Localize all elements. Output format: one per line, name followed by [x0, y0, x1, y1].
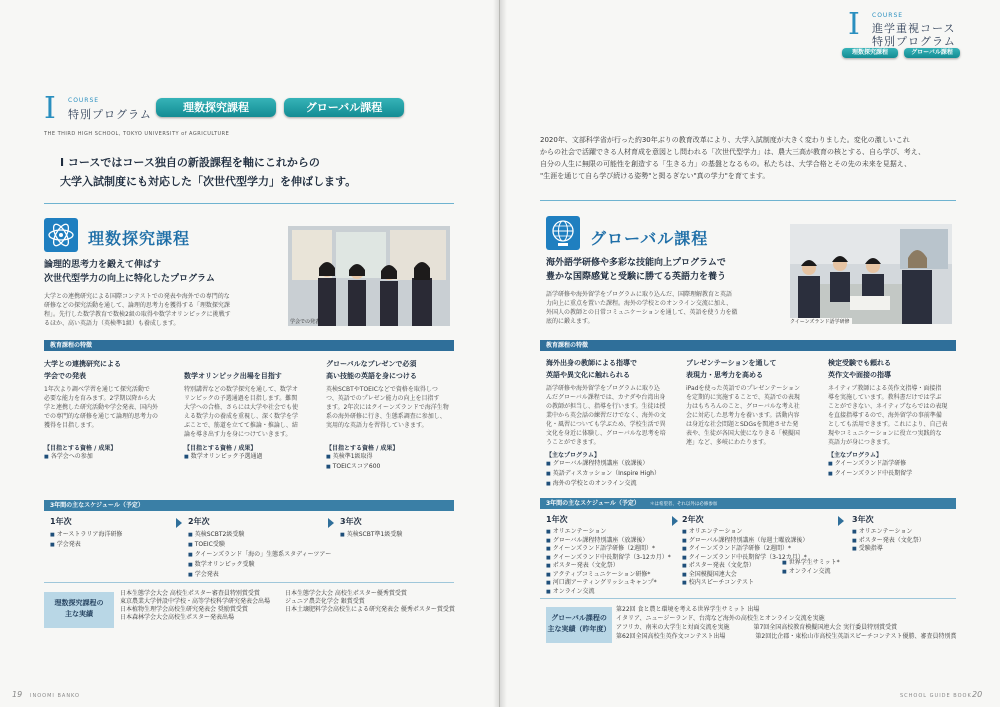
arrow-icon [328, 518, 334, 528]
section-subtitle [44, 258, 215, 286]
feature-body [546, 384, 678, 447]
body-line: 語学研修や海外留学をプログラムに取り込 [546, 385, 660, 392]
body-line: 語学研修や海外留学をプログラムに取り込んだ、国際理解教育と英語 [546, 291, 732, 298]
feature-heading: 海外出身の教師による指導で [546, 359, 637, 367]
feature-heading: 表現力・思考力を高める [686, 371, 763, 379]
body-line: つ、英語でのプレゼン能力の向上を目指す [326, 395, 440, 402]
programs-label: 【主なプログラム】 [546, 452, 600, 459]
results-label: 【目指とする資格 / 成果】 [44, 445, 117, 452]
arrow-icon [672, 516, 678, 526]
achievements-list [120, 590, 290, 622]
schedule-item: ■ 学会発表 [188, 570, 333, 580]
schedule-item: ■ ポスター発表（文化祭） [546, 562, 678, 571]
body-line: 1年次より調べ学習を通じて探究活動で [44, 386, 150, 393]
schedule-note: ＊は希望者、それ以外は必修参加 [649, 502, 718, 507]
schedule-item: ■ オリエンテーション [852, 528, 960, 537]
divider [540, 598, 956, 599]
achievement-item: イタリア、ニュージーランド、台湾など海外の高校生とオンライン交流を実施 [616, 615, 825, 622]
programs-list [828, 459, 960, 479]
arrow-icon [176, 518, 182, 528]
intro-text [540, 134, 970, 182]
body-line: 学と連携した研究活動や学会発表、国内外 [44, 404, 159, 411]
body-line: ぶことで、筋道を立てて推論・推論し、結 [184, 422, 298, 429]
body-line: 英検SCBTやTOEICなどで資格を取得しつ [326, 386, 438, 393]
schedule-year2 [188, 516, 333, 580]
schedule-item: ■ クイーンズランド中長期留学（3-12カ月）* [682, 554, 822, 563]
feature-heading: 学会での発表 [44, 372, 86, 380]
body-line: 力はもちろんのこと、グローバルな考え社 [686, 403, 800, 410]
course-label: COURSE [872, 12, 904, 19]
body-line: リンピックの予選通過を目指します。難関 [184, 395, 298, 402]
feature-body [184, 385, 314, 439]
program-item: ■ グローバル課程特別講座（放課後） [546, 459, 678, 469]
footer-text: SCHOOL GUIDE BOOK [900, 693, 972, 699]
schedule-item: ■ クイーンズランド語学研修（2週間）* [546, 545, 678, 554]
feature-heading: 英作文や面接の指導 [828, 371, 891, 379]
schedule-bar-title: 3年間の主なスケジュール（予定） [546, 500, 640, 507]
body-line: 表や、生徒が各国大使になりきる「模擬国 [686, 430, 800, 437]
body-line: を直接指導するので、海外留学の事前準備 [828, 412, 942, 419]
body-line: は身近な社会問題とSDGsを関連させた発 [686, 421, 799, 428]
results-list [44, 452, 174, 462]
feature-heading: 検定受験でも頼れる [828, 359, 891, 367]
body-line: 実用的な英語力を習得していきます。 [326, 422, 428, 429]
subtitle-line: 豊かな国際感覚と受験に勝てる英語力を養う [546, 272, 727, 282]
body-line: 外国人の教師との日常コミュニケーションを通して、英語を使う力を徹 [546, 309, 738, 316]
body-line: 研修などの探究活動を通して、論理的思考力を獲得する「理数探究課 [44, 302, 230, 309]
schedule-item: ■ クイーンズランド「海の」生態系スタディーツアー [188, 550, 333, 560]
achievement-item: ジュニア農芸化学会 銀賞受賞 [285, 598, 365, 605]
globe-icon [546, 216, 580, 250]
year-label: 3年次 [340, 517, 362, 526]
schedule-bar: 3年間の主なスケジュール（予定） [44, 500, 454, 511]
results-item: ■ TOEICスコア600 [326, 462, 456, 472]
feature-heading: プレゼンテーションを通して [686, 359, 777, 367]
course-title: 進学重視コース [872, 22, 956, 35]
schedule-item: ■ オンライン交流 [782, 568, 862, 577]
results-label: 【目指とする資格 / 成果】 [184, 445, 257, 452]
results-item: ■ 各学会への参加 [44, 452, 174, 462]
schedule-item: ■ アクティブコミュニケーション研修* [546, 571, 678, 580]
body-line: 業中から英会話の練習だけでなく、海外の文 [546, 412, 666, 419]
feature-heading: 高い技能の英語を身につける [326, 372, 417, 380]
features-bar: 教育課程の特徴 [44, 340, 454, 351]
training-photo [790, 224, 952, 324]
pill-global: グローバル課程 [904, 48, 960, 58]
body-line: ことができない、ネイティブならではの表現 [828, 403, 948, 410]
feature-heading: 数学オリンピック出場を目指す [184, 372, 282, 380]
schedule-item: ■ クイーンズランド中長期留学（3-12カ月）* [546, 554, 678, 563]
course-initial: I [848, 7, 860, 42]
schedule-item: ■ 河口湖アーティングリッシュキャンプ* [546, 579, 678, 588]
pill-global: グローバル課程 [284, 98, 404, 117]
ach-label-line: グローバル課程の [551, 614, 607, 622]
program-item: ■ 海外の学校とのオンライン交流 [546, 479, 678, 489]
course-title: 特別プログラム [68, 108, 152, 121]
schedule-year3 [852, 514, 960, 554]
pill-science: 理数探究課程 [842, 48, 898, 58]
feature-writing [828, 357, 960, 479]
year-label: 1年次 [50, 517, 72, 526]
body-line: 論を導き出す力を身につけていきます。 [184, 431, 292, 438]
schedule-item: ■ 数学オリンピック受験 [188, 560, 333, 570]
feature-english [326, 358, 456, 472]
feature-native-teachers [546, 357, 678, 489]
section-title: グローバル課程 [590, 229, 709, 248]
ach-label-line: 理数探究課程の [54, 599, 104, 607]
body-line: 文化を身近に体験し、グローバルな思考を培 [546, 430, 666, 437]
achievements-list [285, 590, 465, 614]
body-line: 現やコミュニケーションに役立つ実践的な [828, 430, 942, 437]
body-line: 化・風習についても学ぶため、学校生活で異 [546, 421, 666, 428]
subtitle-line: 次世代型学力の向上に特化したプログラム [44, 274, 215, 284]
schedule-list [340, 530, 455, 540]
intro-line: 自分の人生に無限の可能性を創造する「生きる力」の基盤となるもの。私たちは、大学合格とその先の未来を見据え、 [540, 160, 912, 168]
body-line: 力向上に重点を置いた課程。海外の学校とのオンライン交流に加え、 [546, 300, 733, 307]
body-line: 底的に鍛えます。 [546, 318, 594, 325]
achievements-list [616, 605, 961, 641]
arrow-icon [838, 516, 844, 526]
results-label: 【目指とする資格 / 成果】 [326, 445, 399, 452]
feature-body [326, 385, 456, 430]
school-name: THE THIRD HIGH SCHOOL, TOKYO UNIVERSITY of AGRICULTURE [44, 131, 230, 137]
feature-presentation [686, 357, 818, 447]
schedule-item: ■ グローバル課程特別講座（放課後） [546, 537, 678, 546]
course-label: COURSE [68, 97, 100, 104]
schedule-year1 [546, 514, 678, 596]
year-label: 1年次 [546, 515, 568, 524]
photo-caption: クイーンズランド語学研修 [790, 319, 850, 324]
body-line: 大学との連携研究による国際コンテストでの発表や海外での専門的な [44, 293, 230, 300]
feature-heading: グローバルなプレゼンで必須 [326, 360, 417, 368]
body-line: るほか、高い英語力（英検準1級）も養成します。 [44, 320, 180, 327]
ach-label-line: 主な実績 [65, 610, 93, 618]
body-line: 程」。先行した数学教育で数検2級の取得や数学オリンピックに挑戦す [44, 311, 231, 318]
body-line: の教師が担当し、指導を行います。生徒は授 [546, 403, 666, 410]
achievement-item: 第62回全国高校生英作文コンテスト出場 第2回比企郡・東松山市高校生英語スピーチコンテスト優勝、審査員特別賞 [616, 633, 957, 640]
schedule-item: ■ 英検SCBT2級受験 [188, 530, 333, 540]
schedule-year3 [340, 516, 455, 540]
section-body [44, 292, 282, 328]
body-line: 必要な能力を育みます。2学期以降から大 [44, 395, 156, 402]
feature-heading: 英語や異文化に触れられる [546, 371, 630, 379]
lead-line: 大学入試制度にも対応した「次世代型学力」を伸ばします。 [60, 175, 357, 188]
schedule-item: ■ 受験指導 [852, 545, 960, 554]
achievements-label [44, 592, 114, 628]
schedule-item: ■ オンライン交流 [546, 588, 678, 597]
program-item: ■ クイーンズランド中長期留学 [828, 469, 960, 479]
body-line: 英語力が身につきます。 [828, 439, 894, 446]
ach-label-line: 主な実績（昨年度） [547, 625, 611, 633]
body-line: iPadを使った英語でのプレゼンテーション [686, 385, 801, 392]
feature-body [828, 384, 960, 447]
schedule-item: ■ ポスター発表（文化祭） [852, 537, 960, 546]
body-line: としても活用できます。これにより、自己表 [828, 421, 948, 428]
achievement-item: 第22回 食と農と環境を考える世界学生サミット 出場 [616, 606, 760, 613]
feature-math [184, 358, 314, 462]
body-line: 大学への合格、さらには大学や社会でも使 [184, 404, 299, 411]
schedule-item: ■ 校内スピーチコンテスト [682, 579, 822, 588]
schedule-item: ■ 英検SCBT準1級受験 [340, 530, 455, 540]
body-line: 系の海外研修に行き、生態系調査に参加し、 [326, 413, 446, 420]
schedule-item: ■ TOEIC受験 [188, 540, 333, 550]
body-line: 会に対応した思考力を養います。活動内容 [686, 412, 800, 419]
subtitle-line: 論理的思考力を鍛えて伸ばす [44, 260, 162, 270]
schedule-item: ■ 学会発表 [50, 540, 170, 550]
programs-list [546, 459, 678, 489]
schedule-item: ■ クイーンズランド語学研修（2週間）* [682, 545, 822, 554]
schedule-item: ■ オーストラリア海洋研修 [50, 530, 170, 540]
feature-body [44, 385, 174, 430]
achievement-item: 日本生態学会大会 高校生ポスター審査員特別賞受賞 [120, 590, 260, 597]
year-label: 2年次 [188, 517, 210, 526]
divider [44, 582, 454, 583]
page-number: 20 [972, 690, 983, 699]
subtitle-line: 海外語学研修や多彩な技能向上プログラムで [546, 258, 726, 268]
program-item: ■ 英語ディスカッション（Inspire High） [546, 469, 678, 479]
body-line: 獲得を目指します。 [44, 422, 98, 429]
schedule-item: ■ 世界学生サミット* [782, 559, 862, 568]
divider [540, 200, 956, 201]
body-line: を定期的に実施することで、英語での表現 [686, 394, 800, 401]
feature-research [44, 358, 174, 462]
lead-line: I コースではコース独自の新設課程を軸にこれからの [60, 156, 320, 169]
course-initial: I [44, 91, 56, 126]
intro-line: からの社会で活躍できる人材育成を意図とし問われる「次世代型学力」は、農大三高が教育の核とする、自ら学び、考え、 [540, 148, 926, 156]
achievement-item: 東京農業大学併設中学校・高等学校科学研究発表会出場 [120, 598, 271, 605]
schedule-year1 [50, 516, 170, 550]
intro-line: "生涯を通じて自ら学び続ける姿勢"と掲るぎない"真の学力"を育てます。 [540, 172, 770, 180]
body-line: ネイティブ教師による英作文指導・面接指 [828, 385, 942, 392]
achievement-item: 日本植物生理学会高校生研究発表会 奨励賞受賞 [120, 606, 248, 613]
features-bar: 教育課程の特徴 [540, 340, 956, 351]
atom-icon [44, 218, 78, 252]
year-label: 2年次 [682, 515, 704, 524]
results-list [184, 452, 314, 462]
section-title: 理数探究課程 [88, 229, 191, 248]
body-line: える数学力の養成を重視し、深く数学を学 [184, 413, 299, 420]
achievement-item: アフリカ、南米の大学生と対面交流を実施 第7回全国高校教育模擬国連大会 実行委員特別賞受賞 [616, 624, 898, 631]
body-line: での専門的な研修を通じて論理的思考力の [44, 413, 159, 420]
book-spine [493, 0, 507, 707]
programs-label: 【主なプログラム】 [828, 452, 882, 459]
schedule-bar [540, 498, 956, 509]
section-subtitle [546, 256, 726, 284]
schedule-list [546, 528, 678, 596]
achievement-item: 日本森林学会大会高校生ポスター発表出場 [120, 614, 235, 621]
schedule-item: ■ ポスター発表（文化祭） [682, 562, 822, 571]
schedule-item: ■ 全国模擬国連大会 [682, 571, 822, 580]
achievements-label [546, 607, 612, 643]
schedule-year2 [682, 514, 822, 588]
body-line: んだグローバル課程では、カナダや台湾出身 [546, 394, 666, 401]
schedule-list [50, 530, 170, 550]
body-line: 特別講習などの数学探究を通して、数学オ [184, 386, 298, 393]
lead-text [60, 153, 356, 191]
body-line: 導を実施しています。教科書だけでは学ぶ [828, 394, 942, 401]
right-page [500, 0, 1000, 707]
schedule-list [852, 528, 960, 554]
body-line: 連」など、多岐にわたります。 [686, 439, 770, 446]
achievement-item: 日本土壌肥料学会高校生による研究発表会 優秀ポスター賞受賞 [285, 606, 455, 613]
schedule-item: ■ オリエンテーション [682, 528, 822, 537]
results-item: ■ 数学オリンピック予選通過 [184, 452, 314, 462]
schedule-item: ■ グローバル課程特別講座（毎週土曜放課後） [682, 537, 822, 546]
schedule-list-extra [782, 559, 862, 576]
page-number: 19 [12, 690, 23, 699]
course-title: 特別プログラム [872, 35, 956, 48]
section-body [546, 290, 781, 326]
feature-body [686, 384, 818, 447]
program-item: ■ クイーンズランド語学研修 [828, 459, 960, 469]
results-list [326, 452, 456, 472]
body-line: うことができます。 [546, 439, 600, 446]
schedule-list [188, 530, 333, 580]
feature-heading: 大学との連携研究による [44, 360, 121, 368]
intro-line: 2020年、文部科学省が行った約30年ぶりの教育改革により、大学入試制度が大きく変わりました。変化の激しいこれ [540, 136, 910, 144]
presentation-photo [288, 226, 450, 326]
photo-caption: 学会での発表 [290, 319, 321, 325]
pill-science: 理数探究課程 [156, 98, 276, 117]
divider [44, 203, 454, 204]
schedule-item: ■ オリエンテーション [546, 528, 678, 537]
footer-text: INOOMI BANKO [30, 693, 80, 699]
schedule-list [682, 528, 822, 588]
results-item: ■ 英検準1級取得 [326, 452, 456, 462]
year-label: 3年次 [852, 515, 874, 524]
achievement-item: 日本生態学会大会 高校生ポスター優秀賞受賞 [285, 590, 407, 597]
body-line: ます。2年次にはクイーンズランドで海洋生物 [326, 404, 449, 411]
